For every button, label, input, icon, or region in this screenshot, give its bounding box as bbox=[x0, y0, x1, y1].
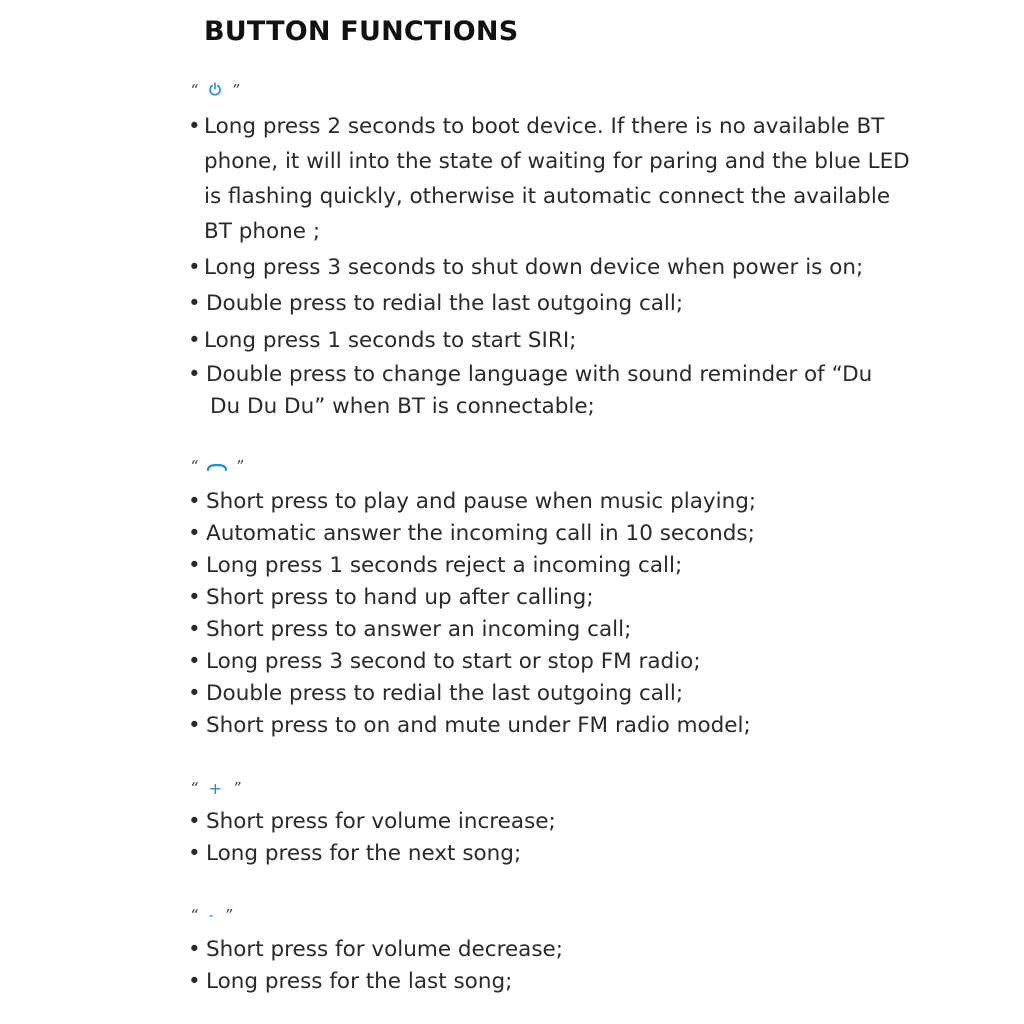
list-item: • Double press to redial the last outgoing call; bbox=[188, 291, 684, 316]
list-item: • Automatic answer the incoming call in 10 seconds; bbox=[188, 521, 755, 546]
list-item: • Long press 3 seconds to shut down device when power is on; bbox=[188, 255, 864, 280]
phone-symbol-label bbox=[190, 456, 243, 477]
list-item: • Long press 1 seconds to start SIRI; bbox=[188, 328, 577, 353]
list-item-text: Long press 2 seconds to boot device. If there is no available BT bbox=[204, 114, 885, 139]
list-item: • Short press to answer an incoming call; bbox=[188, 617, 632, 642]
open-quote: “ bbox=[190, 906, 198, 924]
list-item-continuation: is flashing quickly, otherwise it automatic connect the available bbox=[204, 184, 891, 209]
close-quote: ” bbox=[224, 906, 233, 924]
plus-icon: + bbox=[208, 778, 222, 798]
list-item-text: Long press 3 second to start or stop FM radio; bbox=[206, 649, 701, 674]
list-item-continuation: BT phone ; bbox=[204, 219, 321, 244]
list-item-text: Long press 3 seconds to shut down device when power is on; bbox=[204, 255, 864, 280]
list-item: • Long press 1 seconds reject a incoming call; bbox=[188, 553, 683, 578]
list-item-continuation: phone, it will into the state of waiting for paring and the blue LED bbox=[204, 149, 910, 174]
open-quote: “ bbox=[190, 457, 198, 475]
list-item: • Short press to play and pause when music playing; bbox=[188, 489, 757, 514]
plus-symbol-label bbox=[190, 778, 241, 799]
power-symbol-label bbox=[190, 80, 239, 101]
list-item-text: Short press to play and pause when music playing; bbox=[206, 489, 757, 514]
close-quote: ” bbox=[231, 81, 240, 99]
list-item-text: Automatic answer the incoming call in 10 seconds; bbox=[206, 521, 755, 546]
list-item-text: Short press to answer an incoming call; bbox=[206, 617, 632, 642]
list-item-text: Long press for the last song; bbox=[206, 969, 513, 994]
list-item: • Long press 3 second to start or stop FM radio; bbox=[188, 649, 701, 674]
list-item: • Short press to on and mute under FM radio model; bbox=[188, 713, 751, 738]
list-item: • Long press for the next song; bbox=[188, 841, 522, 866]
list-item: • Long press 2 seconds to boot device. If there is no available BT bbox=[188, 114, 885, 139]
list-item: • Short press for volume decrease; bbox=[188, 937, 564, 962]
power-icon bbox=[208, 81, 222, 101]
list-item: • Short press to hand up after calling; bbox=[188, 585, 594, 610]
list-item-text: Double press to change language with sound reminder of “Du bbox=[206, 362, 873, 387]
list-item: • Short press for volume increase; bbox=[188, 809, 556, 834]
list-item-text: Long press 1 seconds reject a incoming call; bbox=[206, 553, 683, 578]
list-item-text: Short press to hand up after calling; bbox=[206, 585, 594, 610]
list-item: • Long press for the last song; bbox=[188, 969, 513, 994]
list-item: • Double press to change language with sound reminder of “Du bbox=[188, 362, 873, 387]
list-item: • Double press to redial the last outgoing call; bbox=[188, 681, 684, 706]
list-item-text: Long press 1 seconds to start SIRI; bbox=[204, 328, 577, 353]
open-quote: “ bbox=[190, 81, 198, 99]
close-quote: ” bbox=[235, 457, 244, 475]
open-quote: “ bbox=[190, 779, 198, 797]
close-quote: ” bbox=[232, 779, 241, 797]
list-item-text: Long press for the next song; bbox=[206, 841, 522, 866]
page-title: BUTTON FUNCTIONS bbox=[204, 16, 519, 47]
list-item-text: Short press for volume increase; bbox=[206, 809, 556, 834]
list-item-continuation: Du Du Du” when BT is connectable; bbox=[210, 394, 595, 419]
list-item-text: Short press for volume decrease; bbox=[206, 937, 564, 962]
list-item-text: Double press to redial the last outgoing call; bbox=[206, 291, 684, 316]
list-item-text: Short press to on and mute under FM radio model; bbox=[206, 713, 751, 738]
list-item-text: Double press to redial the last outgoing call; bbox=[206, 681, 684, 706]
minus-symbol-label bbox=[190, 905, 232, 926]
minus-icon: - bbox=[208, 907, 214, 924]
phone-icon bbox=[206, 457, 228, 477]
